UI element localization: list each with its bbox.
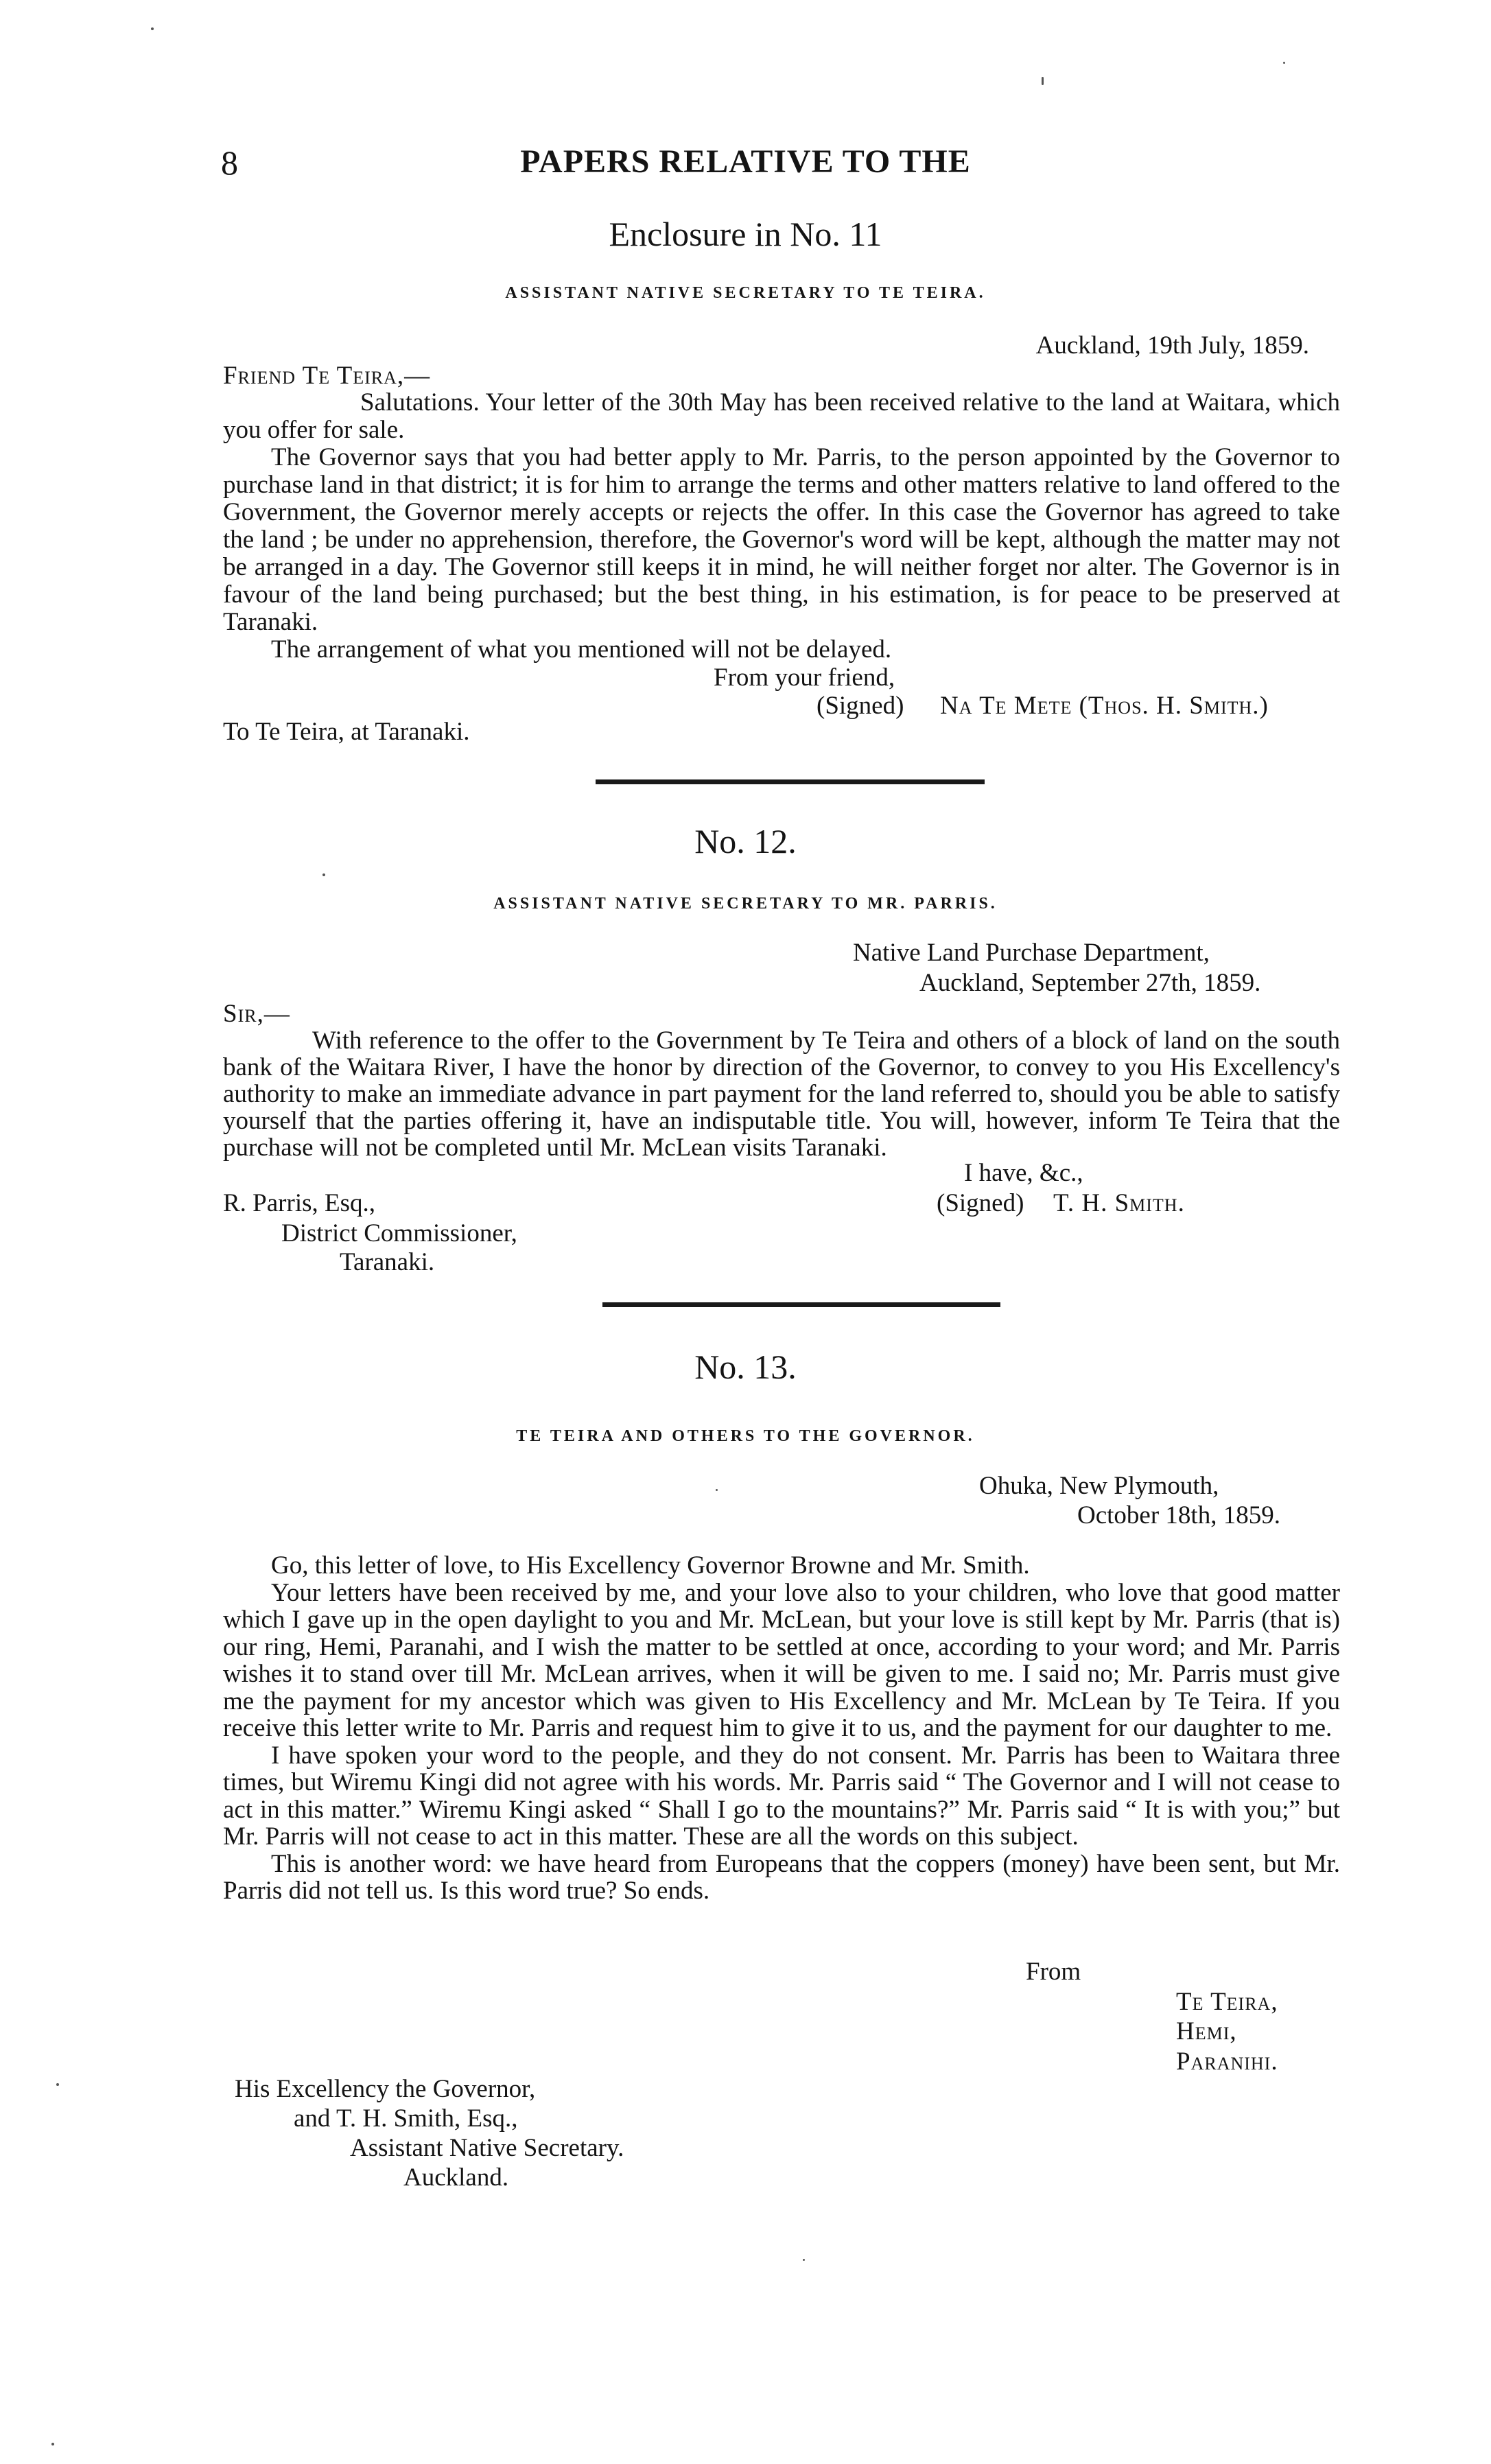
scan-speck	[1042, 77, 1044, 85]
signatory: Hemi,	[1176, 2017, 1237, 2045]
section-divider	[596, 779, 985, 784]
signatory: Te Teira,	[1176, 1988, 1278, 2016]
paragraph: Salutations. Your letter of the 30th May has been received relative to the land at Waitara, which you offer for sale.	[223, 388, 1340, 444]
no13-recipient-line: His Excellency the Governor,	[235, 2075, 536, 2103]
no13-date: October 18th, 1859.	[1077, 1501, 1280, 1529]
paragraph: I have spoken your word to the people, and they do not consent. Mr. Parris has been to Waitara three times, but Wiremu Kingi did not agree with his words. Mr. Parris said “ The Governor and I will not cease to act in this matter.” Wiremu Kingi asked “ Shall I go to the mountains?” Mr. Parris said “ It is with you;” but Mr. Parris will not cease to act in this matter. These are all the words on this subject.	[223, 1741, 1340, 1851]
no12-closing: I have, &c.,	[964, 1159, 1083, 1187]
no12-heading: ASSISTANT NATIVE SECRETARY TO MR. PARRIS.	[493, 895, 998, 913]
no12-salutation: Sir,—	[223, 1000, 290, 1028]
scan-speck	[322, 873, 325, 876]
closing: From your friend,	[714, 664, 895, 692]
enclosure-heading: ASSISTANT NATIVE SECRETARY TO TE TEIRA.	[505, 284, 986, 302]
enclosure-body	[223, 389, 1340, 664]
paragraph: With reference to the offer to the Government by Te Teira and others of a block of land on the south bank of the Waitara River, I have the honor by direction of the Governor, to convey to you His Excellency's authority to make an immediate advance in part payment for the land referred to, should you be able to satisfy yourself that the parties offering it, have an indisputable title. You will, however, inform Te Teira that the purchase will not be completed until Mr. McLean visits Taranaki.	[223, 1026, 1340, 1162]
no12-signed-label: (Signed)	[937, 1189, 1024, 1217]
no13-recipient-line: and T. H. Smith, Esq.,	[294, 2104, 518, 2133]
page-number: 8	[221, 143, 238, 182]
running-title: PAPERS RELATIVE TO THE	[520, 143, 971, 180]
signatory: Paranihi.	[1176, 2048, 1278, 2076]
no12-address-line2: Auckland, September 27th, 1859.	[919, 969, 1261, 997]
enclosure-date: Auckland, 19th July, 1859.	[1035, 331, 1309, 360]
scan-speck	[56, 2083, 59, 2086]
paragraph: Your letters have been received by me, and your love also to your children, who love that good matter which I gave up in the open daylight to you and Mr. McLean, but your love is still kept by Mr. Parris (that is) our ring, Hemi, Paranahi, and I wish the matter to be settled at once, according to your word; and Mr. Parris wishes it to stand over till Mr. McLean arrives, when it will be given to me. I said no; Mr. Parris must give me the payment for my ancestor which was given to His Excellency and Mr. McLean by Te Teira. If you receive this letter write to Mr. Parris and request him to give it to us, and the payment for our daughter to me.	[223, 1578, 1340, 1742]
no13-recipient-line: Assistant Native Secretary.	[350, 2134, 624, 2162]
no13-place: Ohuka, New Plymouth,	[979, 1472, 1219, 1500]
no13-recipient-line: Auckland.	[403, 2163, 509, 2192]
paragraph: This is another word: we have heard from Europeans that the coppers (money) have been sent, but Mr. Parris did not tell us. Is this word true? So ends.	[223, 1849, 1340, 1905]
no13-heading: TE TEIRA AND OTHERS TO THE GOVERNOR.	[516, 1427, 975, 1445]
no13-body	[223, 1552, 1340, 1905]
no12-recipient-line: R. Parris, Esq.,	[223, 1189, 375, 1217]
addressee: To Te Teira, at Taranaki.	[223, 718, 470, 746]
no12-recipient-line: District Commissioner,	[281, 1219, 517, 1247]
signature: Na Te Mete (Thos. H. Smith.)	[940, 692, 1269, 720]
no12-title: No. 12.	[694, 822, 797, 860]
paragraph: Go, this letter of love, to His Excellency Governor Browne and Mr. Smith.	[271, 1551, 1030, 1580]
scan-speck	[803, 2259, 805, 2261]
from-label: From	[1026, 1958, 1081, 1986]
no12-signature: T. H. Smith.	[1053, 1189, 1185, 1217]
scan-speck	[1283, 62, 1285, 64]
no12-recipient-line: Taranaki.	[340, 1248, 435, 1276]
no12-body	[223, 1027, 1340, 1161]
signed-label: (Signed)	[817, 692, 904, 720]
no12-address-line1: Native Land Purchase Department,	[853, 939, 1210, 967]
scan-speck	[151, 27, 154, 30]
paragraph: The Governor says that you had better apply to Mr. Parris, to the person appointed by the Governor to purchase land in that district; it is for him to arrange the terms and other matters relative to land offered to the Government, the Governor merely accepts or rejects the offer. In this case the Governor has agreed to take the land ; be under no apprehension, therefore, the Governor's word will be kept, although the matter may not be arranged in a day. The Governor still keeps it in mind, he will neither forget nor alter. The Governor is in favour of the land being purchased; but the best thing, in his estimation, is for peace to be preserved at Taranaki.	[223, 443, 1340, 636]
enclosure-title: Enclosure in No. 11	[609, 215, 882, 253]
enclosure-salutation: Friend Te Teira,—	[223, 362, 431, 390]
section-divider	[602, 1302, 1000, 1307]
paragraph: The arrangement of what you mentioned will not be delayed.	[271, 635, 892, 664]
no13-title: No. 13.	[694, 1348, 797, 1386]
scan-speck	[51, 2443, 54, 2445]
scan-speck	[716, 1489, 718, 1491]
